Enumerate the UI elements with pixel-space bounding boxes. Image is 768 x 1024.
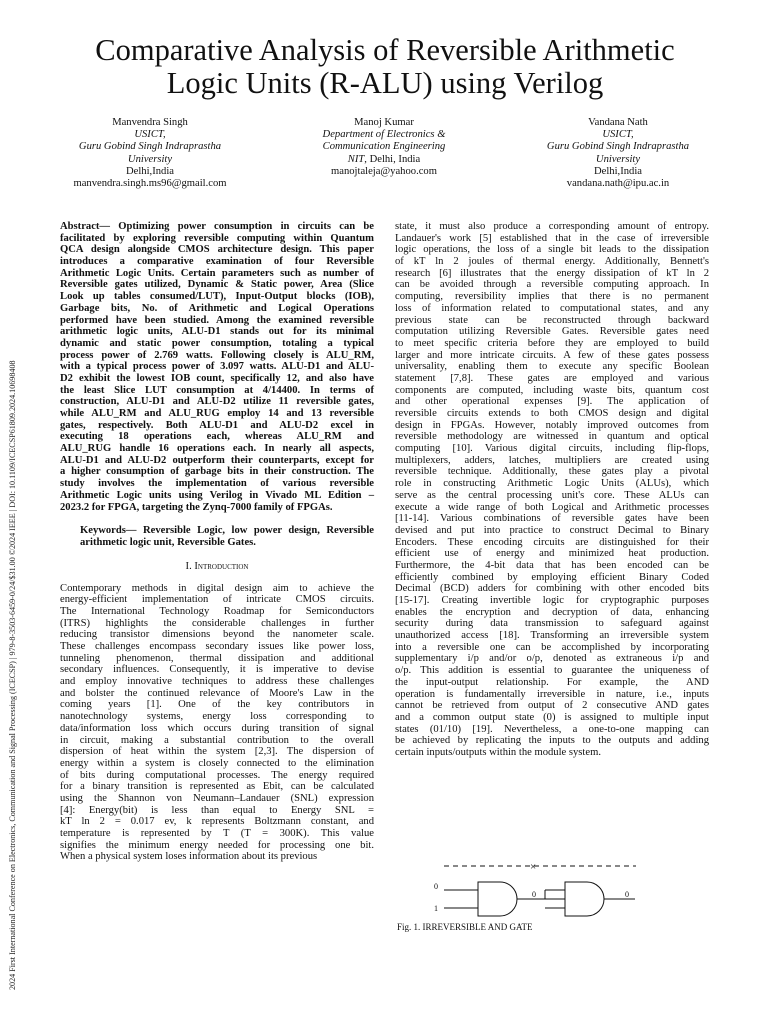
text-line: in circuit, making a substantial contribution to the overall	[60, 734, 374, 746]
text-line: reversible circuits extends to both CMOS design and digital	[395, 408, 709, 419]
output-label: 0	[625, 890, 629, 899]
text-line: facilitated by exploring reversible computing within Quantum	[60, 232, 374, 244]
text-line: computing, reversibility implies that there is no permanent	[395, 291, 709, 303]
author-inst: Guru Gobind Singh Indraprastha	[78, 141, 222, 153]
text-line: computation utilizing Reversible Gates. Reversible gates need	[395, 326, 709, 338]
text-line: data/information loss which occurs during transition of signal	[60, 722, 374, 734]
text-line: reversible methodology are witnessed in quantum and optical	[395, 431, 709, 443]
text-line: to meet specific criteria before they are employed to build	[395, 337, 709, 349]
text-line: energy-efficient implementation of intricate CMOS circuits.	[60, 594, 374, 606]
author-dept: USICT,	[134, 129, 166, 141]
text-line: Arithmetic Logic units using Verilog in Vivado ML Edition –	[60, 489, 374, 501]
title-line-2: Logic Units (R-ALU) using Verilog	[166, 66, 604, 100]
text-line: reversible technique. Additionally, these gates play a pivotal	[395, 466, 709, 478]
and-gate-figure	[420, 856, 650, 918]
author-dept: Department of Electronics &	[322, 129, 446, 141]
text-line: devised and put into practice to construct Decimal to Binary	[395, 524, 709, 536]
author-name: Vandana Nath	[588, 117, 648, 128]
text-line: Contemporary methods in digital design aim to achieve the	[60, 582, 374, 594]
author-block-1	[60, 117, 240, 190]
text-line: larger and more intricate circuits. A few of these gates possess	[395, 349, 709, 361]
text-line: Arithmetic Logic Units. Certain parameters such as number of	[60, 267, 374, 279]
text-line: introduces a comparative examination of four Reversible	[60, 256, 374, 268]
text-line: energy within a system is closely connected to the elimination	[60, 757, 374, 769]
author-block-3	[528, 117, 708, 190]
text-line: Furthermore, the 4-bit data that has been encoded can be	[395, 559, 709, 571]
text-line: research [6] illustrates that the energy dissipation of kT ln 2	[395, 267, 709, 279]
text-line: and other operational expenses [9]. The application of	[395, 396, 709, 408]
author-city: Delhi,India	[126, 165, 174, 177]
author-email: vandana.nath@ipu.ac.in	[566, 178, 670, 190]
text-line: execute a wide range of both Logical and Arithmetic processes	[395, 501, 709, 513]
text-line: ALU_RUG handle 16 operations each. In nearly all aspects,	[60, 443, 374, 455]
text-line: construction, ALU-D1 and ALU-D2 utilize 11 reversible gates,	[60, 396, 374, 408]
text-line: loss of information related to computational states, and any	[395, 302, 709, 314]
text-line: temperature is represented by T (T = 300K). This value	[60, 828, 374, 839]
author-inst: Communication Engineering	[322, 141, 446, 153]
text-line: 2023.2 for FPGA, targeting the Zynq-7000 family of FPGAs.	[60, 501, 333, 513]
text-line: dynamic and static power consumption, totaling a typical	[60, 337, 374, 349]
author-block-2	[294, 117, 474, 178]
text-line: (ITRS) highlights the considerable challenges in further	[60, 617, 374, 629]
text-line: multiplexers, adders, latches, multipliers are created using	[395, 454, 709, 466]
text-line: arithmetic logic unit, Reversible Gates.	[80, 536, 256, 548]
text-line: nanotechnology systems, energy loss corresponding to	[60, 711, 374, 723]
author-city: Delhi,India	[594, 165, 642, 177]
right-column-body	[395, 221, 709, 759]
text-line: of bits during computational processes. The energy required	[60, 769, 374, 781]
author-inst: NIT, Delhi, India	[347, 153, 421, 165]
text-line: can be avoided through a reversible computing approach. In	[395, 279, 709, 291]
text-line: be achieved by replicating the inputs to the outputs and adding	[395, 735, 709, 747]
text-line: cannot be retrieved from output of 2 consecutive AND gates	[395, 700, 709, 712]
text-line: Decimal (BCD) adders for combining with other encoded bits	[395, 583, 709, 595]
keywords	[60, 525, 374, 548]
right-column	[395, 221, 709, 759]
text-line: Reversible gates utilized, Dynamic & Static power, Area (Slice	[60, 279, 374, 291]
text-line: secondary influences. Consequently, it is imperative to devise	[60, 664, 374, 676]
text-line: reducing transistor dimensions beyond the nanometer scale.	[60, 629, 374, 641]
text-line: efficiently combined by employing efficient Binary Coded	[395, 571, 709, 583]
text-line: [4]: Energy(bit) is less than equal to Energy SNL =	[60, 804, 374, 816]
text-line: states (01/10) [19]. Nevertheless, a one-to-one mapping can	[395, 723, 709, 735]
text-line: ALU-D1 and ALU-D2 outperform their counterparts, except for	[60, 454, 374, 466]
text-line: D2 exhibit the lowest IOB count, specifically 12, and also have	[60, 372, 374, 384]
text-line: The International Technology Roadmap for Semiconductors	[60, 605, 374, 617]
text-line: These challenges encompass secondary issues like power loss,	[60, 641, 374, 652]
text-line: enables the encryption and decryption of data, enhancing	[395, 606, 709, 618]
text-line: Encoders. These encoding circuits are distinguished for their	[395, 536, 709, 548]
text-line: o/p. This addition is essential to guarantee the uniqueness of	[395, 665, 709, 677]
section-heading: I. Introduction	[185, 560, 249, 572]
cross-icon: ×	[530, 861, 537, 873]
text-line: Abstract— Optimizing power consumption in circuits can be	[60, 221, 374, 232]
author-inst: University	[595, 153, 641, 165]
text-line: operation is fundamentally irreversible in nature, i.e., inputs	[395, 688, 709, 700]
text-line: design in FPGAs. However, notably improved outcomes from	[395, 419, 709, 431]
abstract	[60, 221, 374, 513]
text-line: and employ innovative techniques to address these challenges	[60, 676, 374, 688]
text-line: Garbage bits, No. of Arithmetic and Logical Operations	[60, 302, 374, 314]
input-a-label: 0	[434, 882, 438, 891]
left-column	[60, 221, 374, 863]
text-line: Landauer's work [5] established that in the case of irreversible	[395, 232, 709, 244]
text-line: study involves the implementation of various reversible	[60, 478, 374, 490]
text-line: serve as the central processing unit's core. These ALUs can	[395, 489, 709, 501]
text-line: signifies the minimum energy needed for processing one bit.	[60, 839, 374, 851]
text-line: certain inputs/outputs within the module system.	[395, 746, 601, 758]
text-line: arithmetic logic units, ALU-D1 stands out for its minimal	[60, 326, 374, 338]
text-line: with a typical process power of 3.097 watts. ALU-D1 and ALU-	[60, 361, 374, 373]
text-line: universality, enabling them to execute any specific Boolean	[395, 361, 709, 373]
text-line: and a common output state (0) is assigned to multiple input	[395, 711, 709, 723]
text-line: state, it must also produce a corresponding amount of entropy.	[395, 221, 709, 232]
text-line: statement [7,8]. These gates are employed and various	[395, 372, 709, 384]
paper-title	[60, 34, 710, 100]
text-line: computing [10]. Various digital circuits, including flip-flops,	[395, 443, 709, 455]
text-line: Keywords— Reversible Logic, low power design, Reversible	[80, 525, 374, 537]
author-inst: Guru Gobind Singh Indraprastha	[546, 141, 690, 153]
text-line: and bolster the continued relevance of Moore's Law in the	[60, 687, 374, 699]
text-line: into a reversible one can be accomplished by incorporating	[395, 641, 709, 653]
author-email: manvendra.singh.ms96@gmail.com	[73, 178, 227, 190]
author-dept: USICT,	[602, 129, 634, 141]
text-line: of kT ln 2 joules of thermal energy. Additionally, Bennett's	[395, 256, 709, 268]
conference-side-note: 2024 First International Conference on Electronics, Communication and Signal Processing (ICECSP) | 979-8-3503-6459-0/24/$31.00 ©2024 IEEE | DOI: 10.1109/ICECSP61809.2024.10698408	[8, 360, 17, 990]
text-line: for a binary transition is represented as Ebit, can be calculated	[60, 781, 374, 793]
text-line: coming years [1]. One of the key contributors in	[60, 699, 374, 711]
text-line: executing 18 operations each, whereas ALU_RM and	[60, 431, 374, 443]
author-name: Manvendra Singh	[112, 117, 188, 128]
title-line-1: Comparative Analysis of Reversible Arithmetic	[95, 33, 675, 67]
text-line: [15-17]. Creating invertible logic for cryptographic purposes	[395, 595, 709, 606]
text-line: role in constructing Arithmetic Logic Units (ALUs), which	[395, 478, 709, 490]
introduction-body	[60, 583, 374, 864]
text-line: dispersion of heat within the system [2,3]. The dispersion of	[60, 746, 374, 758]
text-line: Look up tables consumed/LUT), Input-Output blocks (IOB),	[60, 291, 374, 303]
mid-output-label: 0	[532, 890, 536, 899]
input-b-label: 1	[434, 904, 438, 913]
text-line: logic operations, the loss of a single bit leads to the dissipation	[395, 244, 709, 256]
text-line: kT ln 2 = 0.017 ev, k represents Boltzmann constant, and	[60, 816, 374, 828]
author-name: Manoj Kumar	[354, 117, 414, 128]
author-inst: University	[127, 153, 173, 165]
text-line: supplementary i/p and/or o/p, denoted as extraneous i/p and	[395, 653, 709, 665]
text-line: while ALU_RM and ALU_RUG employ 14 and 13 reversible	[60, 408, 374, 419]
figure-caption: Fig. 1. IRREVERSIBLE AND GATE	[397, 922, 533, 932]
text-line: tunneling phenomenon, thermal dissipation and additional	[60, 652, 374, 664]
text-line: the least Slice LUT consumption at 4/14400. In terms of	[60, 384, 374, 396]
text-line: the input-output relationship. For example, the AND	[395, 676, 709, 688]
and-gate-2	[565, 882, 604, 916]
text-line: When a physical system loses information about its previous	[60, 851, 318, 863]
text-line: process power of 2.769 watts. Following closely is ALU_RM,	[60, 349, 374, 361]
text-line: unauthorized access [18]. Transforming an irreversible system	[395, 630, 709, 642]
text-line: performed have been studied. Among the examined reversible	[60, 314, 374, 326]
and-gate-1	[478, 882, 517, 916]
author-email: manojtaleja@yahoo.com	[331, 165, 437, 177]
text-line: security during data transmission to safeguard against	[395, 618, 709, 630]
text-line: a higher consumption of garbage bits in their construction. The	[60, 466, 374, 478]
text-line: using the Shannon von Neumann–Landauer (SNL) expression	[60, 792, 374, 804]
text-line: efficient use of energy and minimized heat production.	[395, 548, 709, 560]
text-line: gates, respectively. Both ALU-D1 and ALU-D2 excel in	[60, 419, 374, 431]
text-line: components are computed, including waste bits, quantum cost	[395, 384, 709, 396]
text-line: previous state can be reconstructed through backward	[395, 314, 709, 326]
text-line: QCA design alongside CMOS architecture design. This paper	[60, 244, 374, 256]
text-line: [11-14]. Various combinations of reversible gates have been	[395, 513, 709, 525]
